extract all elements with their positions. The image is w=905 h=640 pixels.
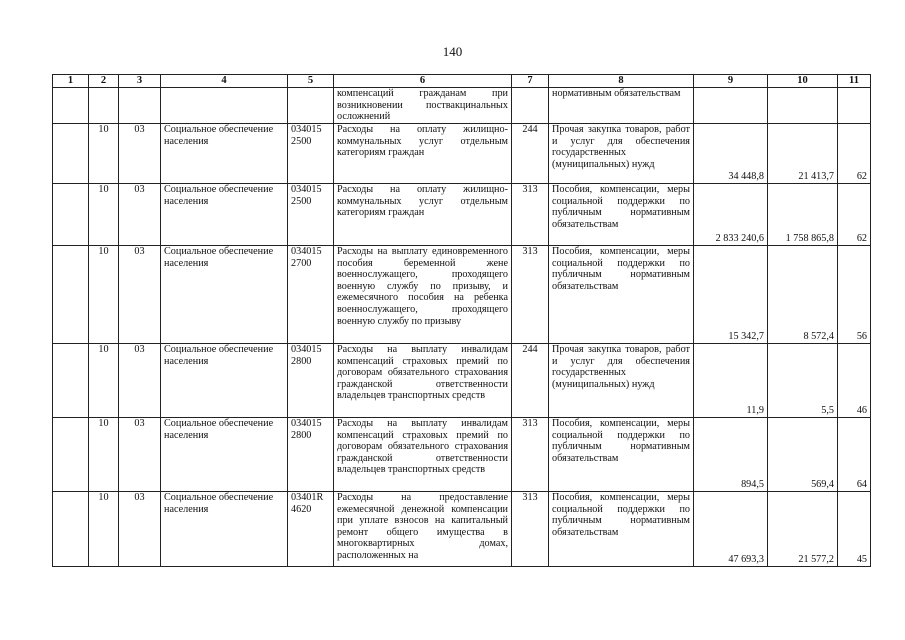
table-cell xyxy=(53,418,89,492)
planned-amount: 2 833 240,6 xyxy=(694,184,768,246)
table-cell xyxy=(512,88,549,124)
col-header: 7 xyxy=(512,75,549,88)
table-cell xyxy=(53,492,89,567)
execution-percent: 46 xyxy=(838,344,871,418)
target-code: 034015 2800 xyxy=(288,344,334,418)
execution-percent: 62 xyxy=(838,184,871,246)
expense-type-code: 313 xyxy=(512,246,549,344)
section-code: 10 xyxy=(89,492,119,567)
section-name: Социальное обеспечение населения xyxy=(161,184,288,246)
table-cell xyxy=(119,88,161,124)
col-header: 2 xyxy=(89,75,119,88)
expense-description: Расходы на выплату инвалидам компенсаций страховых премий по договорам обязательного страхования гражданской ответственности владельцев транспортных средств xyxy=(334,418,512,492)
expense-description: компенсаций гражданам при возникновении поствакцинальных осложнений xyxy=(334,88,512,124)
expense-description: Расходы на оплату жилищно-коммунальных услуг отдельным категориям граждан xyxy=(334,184,512,246)
expense-type-description: нормативным обязательствам xyxy=(549,88,694,124)
table-cell xyxy=(768,88,838,124)
executed-amount: 8 572,4 xyxy=(768,246,838,344)
expense-type-description: Пособия, компенсации, меры социальной поддержки по публичным нормативным обязательствам xyxy=(549,184,694,246)
table-cell xyxy=(53,88,89,124)
target-code: 03401R 4620 xyxy=(288,492,334,567)
col-header: 1 xyxy=(53,75,89,88)
table-cell xyxy=(53,344,89,418)
subsection-code: 03 xyxy=(119,492,161,567)
executed-amount: 569,4 xyxy=(768,418,838,492)
subsection-code: 03 xyxy=(119,344,161,418)
subsection-code: 03 xyxy=(119,418,161,492)
executed-amount: 21 413,7 xyxy=(768,124,838,184)
col-header: 9 xyxy=(694,75,768,88)
subsection-code: 03 xyxy=(119,124,161,184)
table-row xyxy=(53,418,871,492)
section-code: 10 xyxy=(89,124,119,184)
expense-description: Расходы на выплату инвалидам компенсаций страховых премий по договорам обязательного страхования гражданской ответственности владельцев транспортных средств xyxy=(334,344,512,418)
expense-description: Расходы на выплату единовременного пособия беременной жене военнослужащего, проходящего военную службу по призыву, и ежемесячного пособия на ребенка военнослужащего, проходящего военную службу по призыву xyxy=(334,246,512,344)
table-row xyxy=(53,184,871,246)
section-name: Социальное обеспечение населения xyxy=(161,344,288,418)
header-row xyxy=(53,75,871,88)
execution-percent: 56 xyxy=(838,246,871,344)
col-header: 3 xyxy=(119,75,161,88)
expense-description: Расходы на оплату жилищно-коммунальных услуг отдельным категориям граждан xyxy=(334,124,512,184)
execution-percent: 64 xyxy=(838,418,871,492)
table-row xyxy=(53,344,871,418)
col-header: 8 xyxy=(549,75,694,88)
section-name: Социальное обеспечение населения xyxy=(161,492,288,567)
expense-type-code: 244 xyxy=(512,124,549,184)
page-number: 140 xyxy=(442,44,463,59)
table-row xyxy=(53,492,871,567)
expense-description: Расходы на предоставление ежемесячной денежной компенсации при уплате взносов на капитальный ремонт общего имущества в многоквартирных домах, расположенных на xyxy=(334,492,512,567)
planned-amount: 11,9 xyxy=(694,344,768,418)
target-code: 034015 2500 xyxy=(288,184,334,246)
section-name: Социальное обеспечение населения xyxy=(161,246,288,344)
col-header: 10 xyxy=(768,75,838,88)
section-code: 10 xyxy=(89,184,119,246)
col-header: 6 xyxy=(334,75,512,88)
executed-amount: 5,5 xyxy=(768,344,838,418)
table-cell xyxy=(161,88,288,124)
col-header: 11 xyxy=(838,75,871,88)
planned-amount: 47 693,3 xyxy=(694,492,768,567)
table-cell xyxy=(53,246,89,344)
expense-type-description: Пособия, компенсации, меры социальной поддержки по публичным нормативным обязательствам xyxy=(549,246,694,344)
expense-type-description: Прочая закупка товаров, работ и услуг для обеспечения государственных (муниципальных) нужд xyxy=(549,124,694,184)
table-row xyxy=(53,124,871,184)
table-cell xyxy=(53,124,89,184)
section-code: 10 xyxy=(89,344,119,418)
planned-amount: 894,5 xyxy=(694,418,768,492)
subsection-code: 03 xyxy=(119,246,161,344)
expense-type-description: Пособия, компенсации, меры социальной поддержки по публичным нормативным обязательствам xyxy=(549,492,694,567)
section-code: 10 xyxy=(89,246,119,344)
planned-amount: 34 448,8 xyxy=(694,124,768,184)
target-code: 034015 2700 xyxy=(288,246,334,344)
expense-type-code: 313 xyxy=(512,492,549,567)
planned-amount: 15 342,7 xyxy=(694,246,768,344)
section-code: 10 xyxy=(89,418,119,492)
table-row xyxy=(53,246,871,344)
col-header: 5 xyxy=(288,75,334,88)
expense-type-description: Пособия, компенсации, меры социальной поддержки по публичным нормативным обязательствам xyxy=(549,418,694,492)
expense-type-code: 244 xyxy=(512,344,549,418)
expense-type-code: 313 xyxy=(512,184,549,246)
continuation-row xyxy=(53,88,871,124)
table-cell xyxy=(694,88,768,124)
expense-type-description: Прочая закупка товаров, работ и услуг для обеспечения государственных (муниципальных) нужд xyxy=(549,344,694,418)
target-code: 034015 2500 xyxy=(288,124,334,184)
table-cell xyxy=(838,88,871,124)
table-cell xyxy=(89,88,119,124)
budget-table xyxy=(52,74,871,567)
table-cell xyxy=(288,88,334,124)
col-header: 4 xyxy=(161,75,288,88)
executed-amount: 21 577,2 xyxy=(768,492,838,567)
execution-percent: 45 xyxy=(838,492,871,567)
expense-type-code: 313 xyxy=(512,418,549,492)
table-cell xyxy=(53,184,89,246)
target-code: 034015 2800 xyxy=(288,418,334,492)
section-name: Социальное обеспечение населения xyxy=(161,124,288,184)
section-name: Социальное обеспечение населения xyxy=(161,418,288,492)
subsection-code: 03 xyxy=(119,184,161,246)
execution-percent: 62 xyxy=(838,124,871,184)
executed-amount: 1 758 865,8 xyxy=(768,184,838,246)
